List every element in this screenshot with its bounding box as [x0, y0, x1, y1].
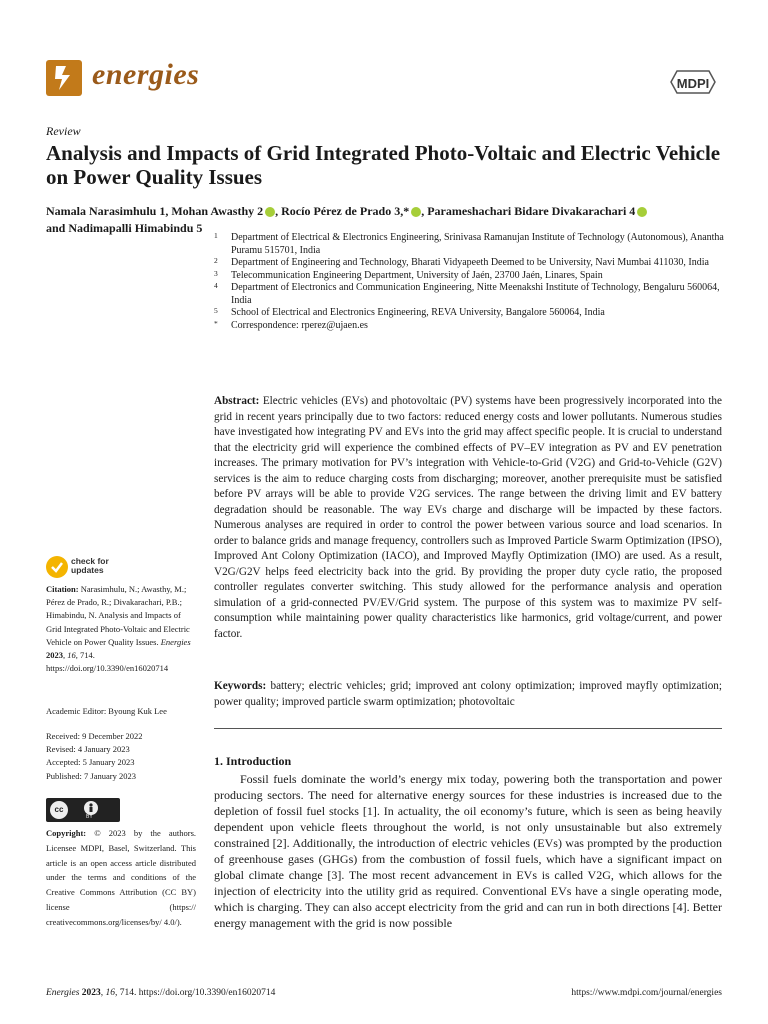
check-updates-icon[interactable] [46, 556, 68, 578]
authors-line2: and Nadimapalli Himabindu 5 [46, 221, 203, 235]
publisher-name: MDPI [676, 76, 710, 91]
keywords [214, 679, 722, 710]
orcid-icon[interactable] [411, 207, 421, 217]
person-icon [84, 801, 98, 815]
check-updates-button[interactable]: check for updates [71, 556, 109, 575]
footer-url[interactable]: https://www.mdpi.com/journal/energies [571, 988, 722, 998]
affiliation-item: 3 Telecommunication Engineering Department, University of Jaén, 23700 Jaén, Linares, Spain [214, 268, 603, 281]
orcid-icon[interactable] [637, 207, 647, 217]
received-date: Received: 9 December 2022 [46, 731, 143, 741]
section-heading: 1. Introduction [214, 754, 292, 768]
abstract-text: Electric vehicles (EVs) and photovoltaic (PV) systems have been progressively incorporated into the grid in recent years principally due to two factors: reduced energy costs and lower pollutants. Numerous studies have investigated how integrating PV and EVs into the grid may affect specific people. It is crucial to understand that the electricity grid will experience the combined effects of PV–EV integration as PV and EV penetration increases. The primary motivation for PV’s integration with Vehicle-to-Grid (V2G) and Grid-to-Vehicle (G2V) services is the aim to reduce charging costs from discharging; moreover, another prerequisite must be satisfied before PV arrays will be able to provide V2G services. The range between the driving limit and EV battery degradation should be reasonable. The way EVs charge and discharge will be impacted by these factors. Numerous analyses are required in order to control the power between various source and load scenarios. In order to balance grids and manage frequency, controllers such as Improved Particle Swarm Optimization (IPSO), Improved Ant Colony Optimization (IACO), and Improved Mayfly Optimization (IMO) are used. As a result, V2G/G2V helps feed electricity back into the grid. By providing the proper duty cycle ratio, the proposed controller regulates converter switching. This study allowed for the performance analysis and operation simulation of a grid-connected PV/EV/Grid system. The purpose of this system was to maximize PV self-consumption while maintaining power quality characteristics like harmonics, grid voltage/current, and power factor. [214, 395, 722, 640]
orcid-icon[interactable] [265, 207, 275, 217]
affiliation-item: 5 School of Electrical and Electronics Engineering, REVA University, Bangalore 560064, India [214, 306, 605, 318]
authors-line1: Namala Narasimhulu 1, Mohan Awasthy 2 [46, 204, 264, 218]
abstract [214, 394, 722, 642]
authors-line1b: , Rocío Pérez de Prado 3,* [275, 204, 410, 218]
affiliation-item: 2 Department of Engineering and Technology, Bharati Vidyapeeth Deemed to be University, Navi Mumbai 411030, India [214, 256, 709, 268]
abstract-label: Abstract: [214, 395, 260, 407]
cc-by-label: BY [86, 814, 93, 820]
publication-dates [46, 730, 196, 783]
affiliations [214, 232, 724, 332]
academic-editor: Academic Editor: Byoung Kuk Lee [46, 706, 167, 716]
published-date: Published: 7 January 2023 [46, 770, 136, 781]
introduction-body [214, 771, 722, 931]
article-type: Review [46, 124, 81, 138]
journal-name[interactable]: energies [92, 58, 200, 91]
copyright: Copyright: © 2023 by the authors. Licensee MDPI, Basel, Switzerland. This article is an open access article distributed under the terms and conditions of the Creative Commons Attribution (CC BY) license (https:// creativecommons.org/licenses/by/ 4.0/). [46, 828, 196, 927]
accepted-date: Accepted: 5 January 2023 [46, 757, 135, 768]
citation: Citation: Narasimhulu, N.; Awasthy, M.; Pérez de Prado, R.; Divakarachari, P.B.; Himabindu, N. Analysis and Impacts of Grid Integrated Photo-Voltaic and Electric Vehicle on Power Quality Issues. Energies 2023, 16, 714. https://doi.org/10.3390/en16020714 [46, 584, 191, 674]
revised-date: Revised: 4 January 2023 [46, 744, 130, 755]
correspondence[interactable]: * Correspondence: rperez@ujaen.es [214, 318, 368, 331]
journal-logo-icon [46, 60, 82, 96]
affiliation-item: 4 Department of Electronics and Communication Engineering, Nitte Meenakshi Institute of Technology, Bengaluru 560064, India [214, 281, 720, 306]
authors-line1c: , Parameshachari Bidare Divakarachari 4 [421, 204, 636, 218]
affiliation-item: 1 Department of Electrical & Electronics Engineering, Srinivasa Ramanujan Institute of Technology (Autonomous), Anantha Puramu 515701, India [214, 231, 724, 256]
cc-badge-label: cc [50, 801, 68, 819]
page-title: Analysis and Impacts of Grid Integrated Photo-Voltaic and Electric Vehicle on Power Quality Issues [46, 141, 721, 189]
keywords-label: Keywords: [214, 680, 267, 692]
footer-citation: Energies 2023, 16, 714. https://doi.org/10.3390/en16020714 [46, 988, 276, 998]
paragraph: Fossil fuels dominate the world’s energy mix today, powering both the transportation and power producing sectors. The need for alternative energy sources for these industries is increased due to the depletion of fossil fuel stocks [1]. In actuality, the oil economy’s future, which is seen as being heavily dependent upon vehicle fleets throughout the world, is not only unsustainable but also extremely constrained [2]. Additionally, the introduction of electric vehicles (EVs) was prompted by the production of greenhouse gases (GHGs) from the combustion of fossil fuels, which have a significant impact on global climate change [3]. The most recent advancement in EVs is called V2G, which allows for the injection of electricity into the utility grid as required. Conventional EVs have a single operating mode, which is charging. They can also accept electricity from the grid and can run in both directions [4]. Better energy management with the grid is now possible [214, 772, 722, 930]
keywords-text: battery; electric vehicles; grid; improved ant colony optimization; improved mayfly optimization; power quality; improved particle swarm optimization; photovoltaic [214, 680, 723, 708]
divider [214, 728, 722, 729]
